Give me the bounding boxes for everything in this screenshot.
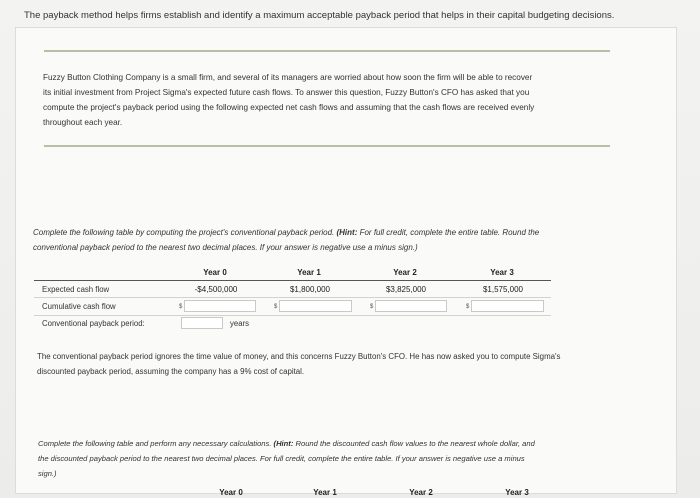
hint-label: (Hint: bbox=[336, 228, 358, 237]
col-header-year3: Year 3 bbox=[490, 268, 514, 277]
row-label-expected: Expected cash flow bbox=[42, 285, 110, 294]
problem-text bbox=[43, 70, 534, 130]
instruction-table2 bbox=[38, 436, 535, 481]
instruction-text: sign.) bbox=[38, 469, 57, 478]
row-label-conventional: Conventional payback period: bbox=[42, 319, 145, 328]
cumulative-input-year0[interactable] bbox=[184, 300, 256, 312]
expected-year0: -$4,500,000 bbox=[194, 285, 238, 294]
col-header-year0: Year 0 bbox=[203, 268, 227, 277]
payback-period-input[interactable] bbox=[181, 317, 223, 329]
dollar-sign: $ bbox=[370, 304, 374, 310]
discount-line: discounted payback period, assuming the company has a 9% cost of capital. bbox=[37, 367, 305, 376]
table2-col-header-year1: Year 1 bbox=[313, 488, 337, 497]
dollar-sign: $ bbox=[466, 304, 470, 310]
table2-col-header-year0: Year 0 bbox=[219, 488, 243, 497]
cumulative-input-year2[interactable] bbox=[375, 300, 447, 312]
cumulative-input-year1[interactable] bbox=[279, 300, 352, 312]
problem-line: Fuzzy Button Clothing Company is a small firm, and several of its managers are worried about how soon the firm will be able to recover bbox=[43, 73, 533, 82]
instruction-text: Complete the following table by computing the project's conventional payback period. bbox=[33, 228, 337, 237]
divider-bottom bbox=[44, 145, 610, 147]
row-divider bbox=[34, 297, 551, 298]
instruction-text: For full credit, complete the entire table. Round the bbox=[357, 228, 540, 237]
row-label-cumulative: Cumulative cash flow bbox=[42, 302, 116, 311]
dollar-sign: $ bbox=[179, 304, 183, 310]
years-unit: years bbox=[230, 319, 250, 328]
row-divider bbox=[34, 315, 551, 316]
expected-year3: $1,575,000 bbox=[482, 285, 524, 294]
instruction-text: the discounted payback period to the nearest two decimal places. For full credit, complete the entire table. If your answer is negative use a minus bbox=[38, 454, 525, 463]
dollar-sign: $ bbox=[274, 304, 278, 310]
instruction-text: Round the discounted cash flow values to the nearest whole dollar, and bbox=[293, 439, 535, 448]
hint-label: (Hint: bbox=[273, 439, 294, 448]
col-header-year2: Year 2 bbox=[393, 268, 417, 277]
table1-header-rule bbox=[34, 280, 551, 281]
expected-year2: $3,825,000 bbox=[385, 285, 427, 294]
col-header-year1: Year 1 bbox=[297, 268, 321, 277]
instruction-table1 bbox=[33, 225, 539, 255]
expected-year1: $1,800,000 bbox=[289, 285, 331, 294]
cumulative-input-year3[interactable] bbox=[471, 300, 544, 312]
intro-text: The payback method helps firms establish and identify a maximum acceptable payback period that helps in their capital budgeting decisions. bbox=[24, 10, 615, 21]
table2-col-header-year2: Year 2 bbox=[409, 488, 433, 497]
question-card bbox=[15, 27, 677, 497]
problem-line: throughout each year. bbox=[43, 118, 123, 127]
problem-line: compute the project's payback period using the following expected net cash flows and assuming that the cash flows are received evenly bbox=[43, 103, 535, 112]
problem-line: its initial investment from Project Sigma's expected future cash flows. To answer this question, Fuzzy Button's CFO has asked that you bbox=[43, 88, 530, 97]
discount-text bbox=[37, 349, 560, 379]
instruction-text: Complete the following table and perform any necessary calculations. bbox=[38, 439, 274, 448]
divider-top bbox=[44, 50, 610, 52]
discount-line: The conventional payback period ignores the time value of money, and this concerns Fuzzy Button's CFO. He has now asked you to compute Sigma's bbox=[37, 352, 561, 361]
table2-col-header-year3: Year 3 bbox=[505, 488, 529, 497]
instruction-text: conventional payback period to the nearest two decimal places. If your answer is negative use a minus sign.) bbox=[33, 243, 418, 252]
